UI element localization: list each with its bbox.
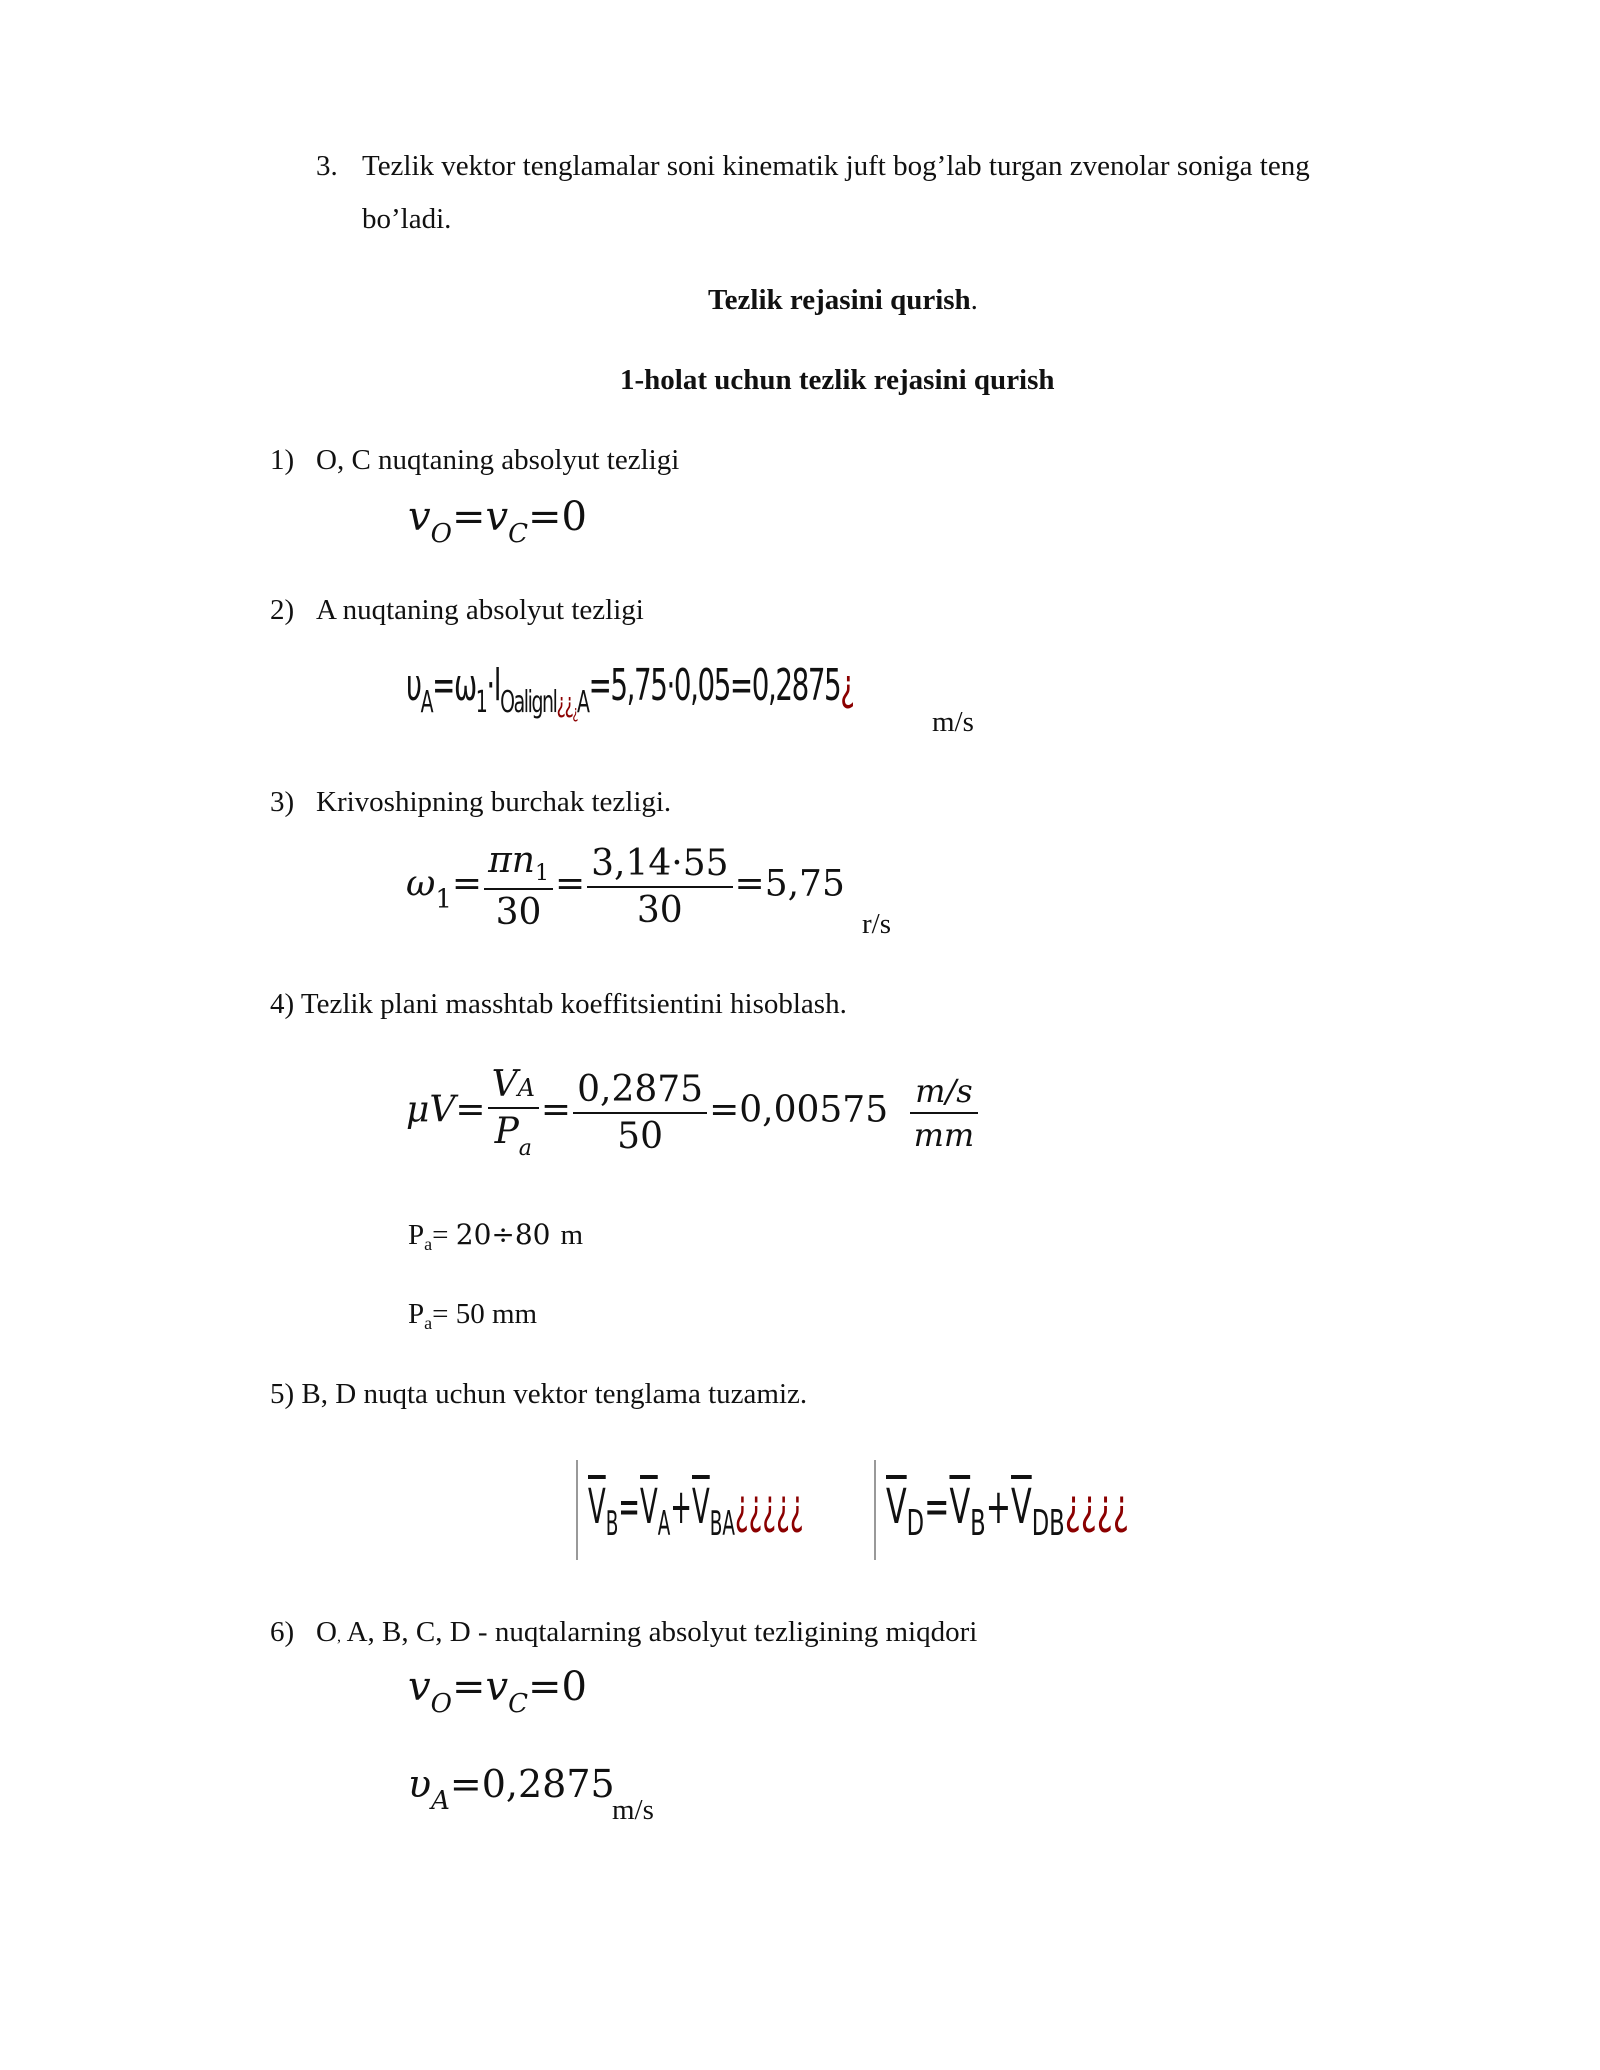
fraction-1	[488, 1064, 539, 1161]
eq: =	[618, 1479, 641, 1535]
rhs: =0,2875	[449, 1762, 615, 1806]
formula-va	[406, 660, 854, 723]
item-3-line1: Tezlik vektor tenglamalar soni kinematik juft bog’lab turgan zvenolar soniga teng	[362, 150, 1310, 182]
sub-a: A	[657, 1504, 671, 1544]
den1: P	[494, 1111, 519, 1152]
vec-vd: $\overline{V}$	[886, 1479, 907, 1535]
heading-text: Tezlik rejasini qurish	[708, 284, 971, 316]
step-1-number: 1)	[270, 444, 295, 476]
pa-eq: =	[432, 1219, 456, 1251]
item-3-line2: bo’ladi.	[362, 203, 452, 235]
sub-1: 1	[435, 884, 452, 915]
vec-vb: $\overline{V}$	[588, 1479, 606, 1535]
step-4-text: 4) Tezlik plani masshtab koeffitsientini hisoblash.	[270, 988, 847, 1020]
den2: 30	[587, 886, 732, 931]
pa-unit: m	[560, 1219, 584, 1251]
unit-ms-1: m/s	[932, 706, 974, 738]
sub-o: O	[430, 1689, 452, 1719]
vec-va: $\overline{V}$	[640, 1479, 658, 1535]
vector-eq-vd-content	[886, 1479, 1129, 1544]
num2: 0,2875	[577, 1068, 704, 1110]
unit-ms-2: m/s	[612, 1794, 654, 1826]
left-brace-1	[576, 1460, 580, 1560]
fraction-1	[484, 840, 553, 933]
step-2-number: 2)	[270, 594, 295, 626]
eq2: =	[540, 1089, 572, 1131]
num1: πn	[488, 840, 535, 881]
eq-sign: =	[451, 494, 486, 540]
rhs: =0	[527, 1664, 587, 1710]
eq: =	[455, 1089, 486, 1131]
garbled-1: ¿¿	[556, 686, 573, 719]
step-6-number: 6)	[270, 1616, 295, 1648]
vec-vdb: $\overline{V}$	[1011, 1479, 1032, 1535]
plus: +	[985, 1479, 1012, 1535]
rhs: =0	[527, 494, 587, 540]
formula-va-value	[408, 1762, 615, 1816]
plus: +	[670, 1479, 693, 1535]
pa-p2: P	[408, 1298, 425, 1330]
garbled-tail: ¿	[840, 660, 854, 711]
num1-sub: A	[517, 1074, 535, 1102]
step-6-rest: A, B, C, D - nuqtalarning absolyut tezligining miqdori	[340, 1616, 978, 1648]
unit-num: m/s	[915, 1071, 973, 1110]
sub-c: C	[508, 1689, 528, 1719]
sub-a: A	[431, 1786, 450, 1816]
sub-b: B	[605, 1504, 619, 1544]
pa-range	[408, 1218, 583, 1255]
unit-den: mm	[910, 1112, 979, 1154]
unit-rs: r/s	[862, 908, 891, 940]
garbled-tail: ¿¿¿¿¿	[734, 1479, 804, 1535]
step-3-text: Krivoshipning burchak tezligi.	[316, 786, 672, 818]
eq: =	[451, 863, 483, 905]
vec-vb: $\overline{V}$	[949, 1479, 971, 1535]
sub-o: O	[430, 519, 452, 549]
step-2-text: A nuqtaning absolyut tezligi	[316, 594, 644, 626]
step-6-o: O	[316, 1616, 337, 1648]
step-6-text	[316, 1616, 977, 1649]
pa-p: P	[408, 1219, 425, 1251]
num2: 3,14·55	[591, 842, 729, 884]
pa-val-text: = 50 mm	[432, 1298, 538, 1330]
rhs: =0,00575	[709, 1089, 889, 1131]
den2: 50	[573, 1112, 707, 1157]
heading-dot: .	[970, 284, 978, 316]
sub-db: DB	[1031, 1503, 1065, 1544]
rhs: =5,75·0,05=0,2875	[588, 660, 841, 711]
vector-eq-vb-content	[588, 1479, 804, 1544]
vector-eq-vd	[874, 1460, 1216, 1560]
garbled-tail: ¿¿¿¿	[1064, 1479, 1129, 1535]
sub-d: D	[906, 1503, 925, 1544]
pa-sub: a	[424, 1234, 433, 1254]
num1: V	[491, 1064, 518, 1105]
dot-l: ·l	[486, 660, 501, 711]
var-muv: μV	[406, 1089, 456, 1131]
item-3-number: 3.	[316, 150, 338, 182]
sub-a: A	[420, 685, 433, 720]
step-5-text: 5) B, D nuqta uchun vektor tenglama tuzamiz.	[270, 1378, 808, 1410]
eq2: =	[554, 863, 586, 905]
den1: 30	[484, 888, 553, 933]
var-u: υ	[408, 1762, 432, 1806]
den1-sub: a	[518, 1136, 532, 1161]
section-heading	[708, 284, 978, 317]
sub-a2: A	[577, 685, 589, 720]
var-v: v	[408, 1664, 431, 1710]
subsection-heading: 1-holat uchun tezlik rejasini qurish	[620, 364, 1055, 396]
var-u: υ	[406, 660, 421, 711]
vector-eq-vb	[576, 1460, 888, 1560]
pa-range-value: 20÷80	[455, 1218, 551, 1251]
step-3-number: 3)	[270, 786, 295, 818]
sub-oalignl: Oalignl	[500, 685, 557, 720]
unit-fraction	[910, 1072, 979, 1154]
omega: =ω	[432, 660, 476, 711]
fraction-2	[573, 1069, 707, 1157]
eq: =	[924, 1479, 950, 1535]
var-omega: ω	[406, 863, 436, 905]
left-brace-2	[874, 1460, 878, 1560]
step-1-text: O, C nuqtaning absolyut tezligi	[316, 444, 680, 476]
pa-value	[408, 1298, 537, 1334]
rhs: =5,75	[734, 863, 845, 905]
sub-1: 1	[475, 685, 487, 720]
vec-vba: $\overline{V}$	[692, 1479, 710, 1535]
var-v2: v	[485, 494, 509, 540]
pa-sub2: a	[424, 1313, 433, 1333]
formula-vo-vc-2	[408, 1664, 587, 1719]
var-v2: v	[485, 1664, 509, 1710]
formula-muv	[406, 1064, 980, 1161]
sub-b: B	[970, 1503, 986, 1544]
formula-vo-vc	[408, 494, 587, 549]
formula-omega	[406, 840, 845, 933]
sub-c: C	[508, 519, 528, 549]
var-v: v	[408, 494, 431, 540]
sub-ba: BA	[709, 1504, 735, 1544]
eq: =	[451, 1664, 486, 1710]
garbled-2: ¿	[572, 702, 578, 723]
fraction-2	[587, 843, 732, 931]
step-6-comma: ,	[336, 1628, 341, 1645]
num1-sub: 1	[534, 861, 549, 886]
